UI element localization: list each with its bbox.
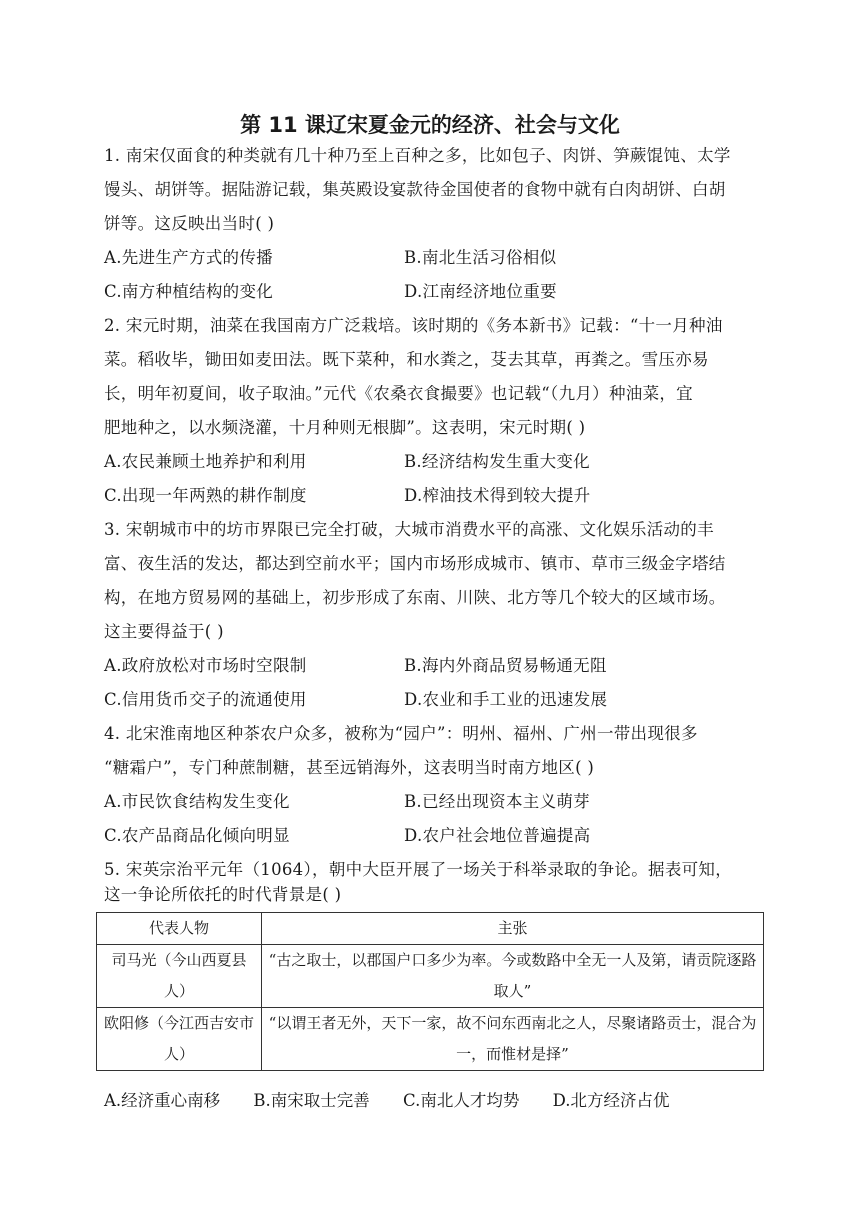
q5-option-c: C.南北人才均势 bbox=[403, 1091, 520, 1110]
q5-option-a: A.经济重心南移 bbox=[104, 1091, 221, 1110]
q1-option-d: D.江南经济地位重要 bbox=[404, 282, 557, 301]
q2-line-4: 肥地种之，以水频浇灌，十月种则无根脚”。这表明，宋元时期( ) bbox=[104, 418, 586, 437]
q1-option-a: A.先进生产方式的传播 bbox=[104, 248, 273, 267]
table-header-row bbox=[97, 913, 764, 945]
q2-line-1: 2. 宋元时期，油菜在我国南方广泛栽培。该时期的《务本新书》记载：“十一月种油 bbox=[104, 316, 723, 335]
q3-option-d: D.农业和手工业的迅速发展 bbox=[404, 690, 608, 709]
q4-option-b: B.已经出现资本主义萌芽 bbox=[404, 792, 590, 811]
q3-line-2: 富、夜生活的发达，都达到空前水平；国内市场形成城市、镇市、草市三级金字塔结 bbox=[104, 554, 726, 573]
q2-option-b: B.经济结构发生重大变化 bbox=[404, 452, 590, 471]
q5-options bbox=[104, 1084, 697, 1118]
q2-line-2: 菜。稻收毕，锄田如麦田法。既下菜种，和水粪之，芟去其草，再粪之。雪压亦易 bbox=[104, 350, 709, 369]
q3-option-b: B.海内外商品贸易畅通无阻 bbox=[404, 656, 607, 675]
q1-line-2: 馒头、胡饼等。据陆游记载，集英殿设宴款待金国使者的食物中就有白肉胡饼、白胡 bbox=[104, 180, 726, 199]
table-cell-view: “以谓王者无外，天下一家，故不问东西南北之人，尽聚诸路贡士，混合为一，而惟材是择” bbox=[262, 1008, 764, 1071]
q5-line-2: 这一争论所依托的时代背景是( ) bbox=[104, 885, 342, 904]
q1-option-b: B.南北生活习俗相似 bbox=[404, 248, 557, 267]
page-title: 第 11 课辽宋夏金元的经济、社会与文化 bbox=[240, 113, 620, 137]
q3-line-3: 构，在地方贸易网的基础上，初步形成了东南、川陕、北方等几个较大的区域市场。 bbox=[104, 588, 726, 607]
q1-line-3: 饼等。这反映出当时( ) bbox=[104, 214, 275, 233]
q1-line-1: 1. 南宋仅面食的种类就有几十种乃至上百种之多，比如包子、肉饼、笋蕨馄饨、太学 bbox=[104, 146, 731, 165]
q2-option-a: A.农民兼顾土地养护和利用 bbox=[104, 452, 307, 471]
q4-option-d: D.农户社会地位普遍提高 bbox=[404, 826, 591, 845]
q4-line-1: 4. 北宋淮南地区种茶农户众多，被称为“园户”：明州、福州、广州一带出现很多 bbox=[104, 724, 698, 743]
table-header-cell: 代表人物 bbox=[97, 913, 262, 945]
table-header-cell: 主张 bbox=[262, 913, 764, 945]
q4-line-2: “糖霜户”，专门种蔗制糖，甚至远销海外，这表明当时南方地区( ) bbox=[104, 758, 595, 777]
q2-line-3: 长，明年初夏间，收子取油。”元代《农桑衣食撮要》也记载“（九月）种油菜，宜 bbox=[104, 384, 693, 403]
q5-table bbox=[96, 912, 764, 1071]
table-row bbox=[97, 945, 764, 1008]
table-cell-person: 司马光（今山西夏县人） bbox=[97, 945, 262, 1008]
q1-option-c: C.南方种植结构的变化 bbox=[104, 282, 274, 301]
q3-line-4: 这主要得益于( ) bbox=[104, 622, 224, 641]
table-row bbox=[97, 1008, 764, 1071]
q5-option-d: D.北方经济占优 bbox=[552, 1091, 670, 1110]
q4-option-c: C.农产品商品化倾向明显 bbox=[104, 826, 290, 845]
q2-option-c: C.出现一年两熟的耕作制度 bbox=[104, 486, 307, 505]
q5-line-1: 5. 宋英宗治平元年（1064），朝中大臣开展了一场关于科举录取的争论。据表可知， bbox=[104, 860, 733, 879]
table-cell-view: “古之取士，以郡国户口多少为率。今或数路中全无一人及第，请贡院逐路取人” bbox=[262, 945, 764, 1008]
q3-option-a: A.政府放松对市场时空限制 bbox=[104, 656, 307, 675]
q3-option-c: C.信用货币交子的流通使用 bbox=[104, 690, 307, 709]
q3-line-1: 3. 宋朝城市中的坊市界限已完全打破，大城市消费水平的高涨、文化娱乐活动的丰 bbox=[104, 520, 714, 539]
q4-option-a: A.市民饮食结构发生变化 bbox=[104, 792, 290, 811]
q2-option-d: D.榨油技术得到较大提升 bbox=[404, 486, 591, 505]
table-cell-person: 欧阳修（今江西吉安市人） bbox=[97, 1008, 262, 1071]
q5-option-b: B.南宋取士完善 bbox=[253, 1091, 370, 1110]
